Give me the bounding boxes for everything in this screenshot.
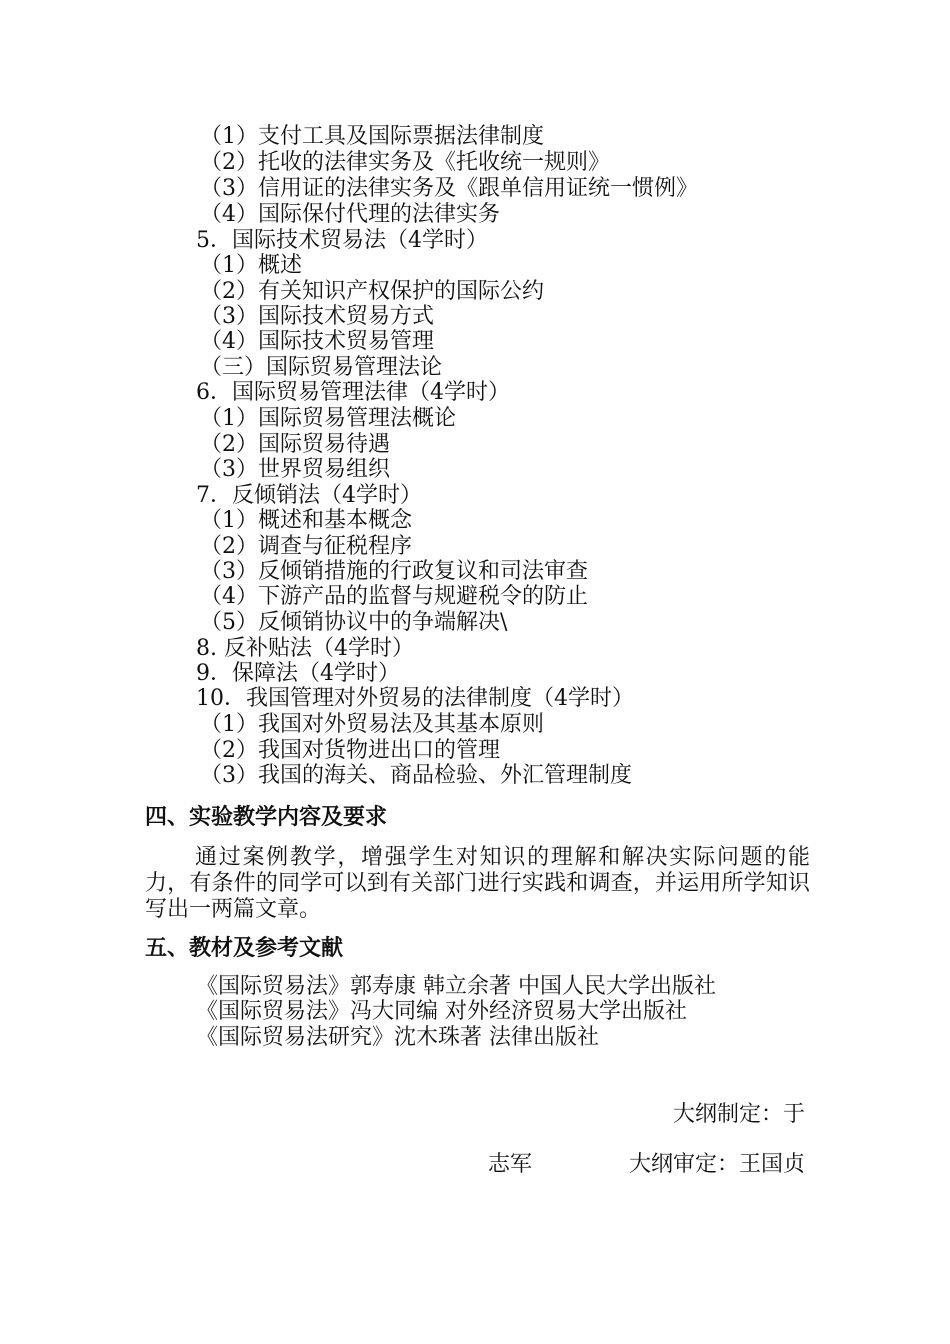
outline-item: （2）我国对货物进出口的管理 [200,738,500,763]
outline-item: 7．反倾销法（4学时） [196,483,422,508]
outline-item: （4）下游产品的监督与规避税令的防止 [200,584,588,609]
outline-item: （3）我国的海关、商品检验、外汇管理制度 [200,763,632,788]
outline-item: 8. 反补贴法（4学时） [196,636,414,661]
outline-item: （4）国际技术贸易管理 [200,329,434,354]
outline-item: （1）支付工具及国际票据法律制度 [200,124,544,149]
reference-item: 《国际贸易法》冯大同编 对外经济贸易大学出版社 [196,999,687,1024]
outline-item: （4）国际保付代理的法律实务 [200,202,500,227]
outline-item: 5．国际技术贸易法（4学时） [196,228,488,253]
outline-item: （2）托收的法律实务及《托收统一规则》 [200,150,610,175]
section-heading-references: 五、教材及参考文献 [145,936,344,961]
outline-author-name: 志军 [488,1152,533,1177]
outline-item: （1）我国对外贸易法及其基本原则 [200,712,544,737]
outline-item: （3）世界贸易组织 [200,457,390,482]
reference-item: 《国际贸易法》郭寿康 韩立余著 中国人民大学出版社 [196,974,716,999]
outline-item: （1）概述和基本概念 [200,508,412,533]
outline-item: （3）信用证的法律实务及《跟单信用证统一惯例》 [200,176,698,201]
outline-item: （3）反倾销措施的行政复议和司法审查 [200,559,588,584]
section-heading-experiment: 四、实验教学内容及要求 [145,805,388,830]
outline-item: （1）国际贸易管理法概论 [200,406,456,431]
outline-reviewer: 大纲审定：王国贞 [628,1152,805,1177]
outline-author-label: 大纲制定：于 [672,1102,805,1127]
reference-item: 《国际贸易法研究》沈木珠著 法律出版社 [196,1025,599,1050]
outline-item: 6．国际贸易管理法律（4学时） [196,380,510,405]
outline-item: （3）国际技术贸易方式 [200,304,434,329]
outline-item: 9．保障法（4学时） [196,661,400,686]
outline-item: （三）国际贸易管理法论 [200,355,443,380]
experiment-paragraph: 通过案例教学，增强学生对知识的理解和解决实际问题的能力，有条件的同学可以到有关部门进行实践和调查，并运用所学知识写出一两篇文章。 [145,845,810,922]
outline-item: 10．我国管理对外贸易的法律制度（4学时） [196,686,634,711]
outline-item: （5）反倾销协议中的争端解决\ [200,610,508,635]
outline-item: （1）概述 [200,253,302,278]
outline-item: （2）调查与征税程序 [200,534,412,559]
outline-item: （2）国际贸易待遇 [200,432,390,457]
outline-item: （2）有关知识产权保护的国际公约 [200,279,544,304]
